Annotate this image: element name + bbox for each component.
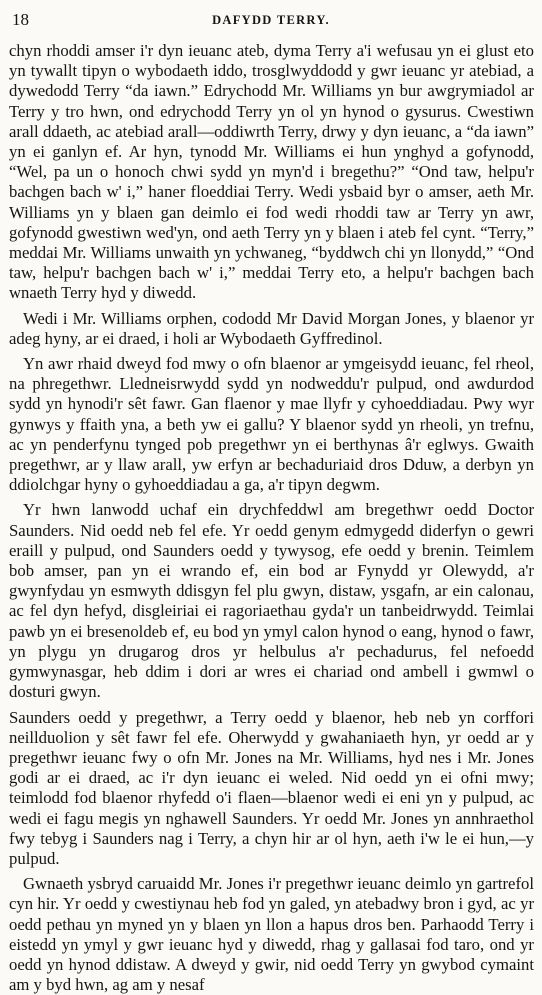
paragraph: chyn rhoddi amser i'r dyn ieuanc ateb, dyma Terry a'i wefusau yn ei glust eto yn tywallt tipyn o wybodaeth iddo, trosglwyddodd y gwr ieuanc yr atebiad, a dywedodd Terry “da iawn.” Edrychodd Mr. Williams yn bur awgrymiadol ar Terry y tro hwn, ond edrychodd Terry yn ol yn hynod o gysurus. Cwestiwn arall ddaeth, ac atebiad arall—oddiwrth Terry, drwy y dyn ieuanc, a “da iawn” yn ei ganlyn ef. Ar hyn, tynodd Mr. Williams ei hun ynghyd a gofynodd, “Wel, pa un o honoch chwi sydd yn myn'd i bregethu?” “Ond taw, helpu'r bachgen bach w' i,” haner floeddiai Terry. Wedi ysbaid byr o amser, aeth Mr. Williams yn y blaen gan deimlo ei fod wedi rhoddi taw ar Terry yn awr, gofynodd gwestiwn wed'yn, ond aeth Terry yn y blaen i ateb fel cynt. “Terry,” meddai Mr. Williams unwaith yn ychwaneg, “byddwch chi yn llonydd,” “Ond taw, helpu'r bachgen bach w' i,” meddai Terry eto, a helpu'r bachgen bach wnaeth Terry hyd y diwedd. (9, 41, 534, 303)
page-header (12, 10, 530, 34)
body-text (9, 41, 534, 995)
page-number: 18 (12, 10, 29, 29)
running-title: DAFYDD TERRY. (212, 13, 330, 27)
paragraph: Gwnaeth ysbryd caruaidd Mr. Jones i'r pregethwr ieuanc deimlo yn gartrefol cyn hir. Yr oedd y cwestiynau heb fod yn galed, yn atebadwy bron i gyd, ac yr oedd pethau yn myned yn y blaen yn llon a hapus dros ben. Parhaodd Terry i eistedd yn ymyl y gwr ieuanc hyd y diwedd, rhag y gallasai fod taro, ond yr oedd yn hynod ddistaw. A dweyd y gwir, nid oedd Terry yn gwybod cymaint am y byd hwn, ag am y nesaf (9, 874, 534, 995)
paragraph: Wedi i Mr. Williams orphen, cododd Mr David Morgan Jones, y blaenor yr adeg hyny, ar ei draed, i holi ar Wybodaeth Gyffredinol. (9, 308, 534, 348)
paragraph: Yr hwn lanwodd uchaf ein drychfeddwl am bregethwr oedd Doctor Saunders. Nid oedd neb fel efe. Yr oedd genym edmygedd diderfyn o gewri eraill y pulpud, ond Saunders oedd y tywysog, efe oedd y brenin. Teimlem bob amser, pan yn ei wrando ef, ein bod ar Fynydd yr Olewydd, a'r gwynfydau yn esmwyth ddisgyn fel plu gwyn, distaw, ysgafn, ar ein calonau, ac fel dyn hefyd, disgleiriai ei ragoriaethau gyda'r un tanbeidrwydd. Teimlai pawb yn ei bresenoldeb ef, eu bod yn ymyl calon hynod o eang, hynod o fawr, yn plygu yn drugarog dros yr helbulus a'r pechadurus, fel nefoedd gymwynasgar, heb ddim i dori ar wres ei chariad ond ambell i gwmwl o dosturi gwyn. (9, 500, 534, 702)
paragraph: Saunders oedd y pregethwr, a Terry oedd y blaenor, heb neb yn corffori neillduolion y sêt fawr fel efe. Oherwydd y gwahaniaeth hyn, yr oedd ar y pregethwr ieuanc fwy o ofn Mr. Jones na Mr. Williams, hyd nes i Mr. Jones godi ar ei draed, ac i'r dyn ieuanc ei weled. Nid oedd yn ei ofni mwy; teimlodd fod blaenor rhyfedd o'i flaen—blaenor wedi ei eni yn y pulpud, ac wedi ei fagu megis yn nghawell Saunders. Yr oedd Mr. Jones yn annhraethol fwy tebyg i Saunders nag i Terry, a chyn hir ar ol hyn, aeth i'w le ei hun,—y pulpud. (9, 707, 534, 868)
paragraph: Yn awr rhaid dweyd fod mwy o ofn blaenor ar ymgeisydd ieuanc, fel rheol, na phregethwr. Lledneisrwydd sydd yn nodweddu'r pulpud, ond awdurdod sydd yn hynodi'r sêt fawr. Gan flaenor y mae llyfr y cyhoeddiadau. Pwy wyr gynwys y ffaith yna, a beth yw ei gallu? Y blaenor sydd yn rheoli, yn trefnu, ac yn penderfynu tynged pob pregethwr yn ei berthynas â'r eglwys. Gwaith pregethwr, ar y llaw arall, yw erfyn ar bechaduriaid dros Dduw, a derbyn yn ddiolchgar hyny o gyhoeddiadau a ga, a'r tipyn degwm. (9, 354, 534, 495)
